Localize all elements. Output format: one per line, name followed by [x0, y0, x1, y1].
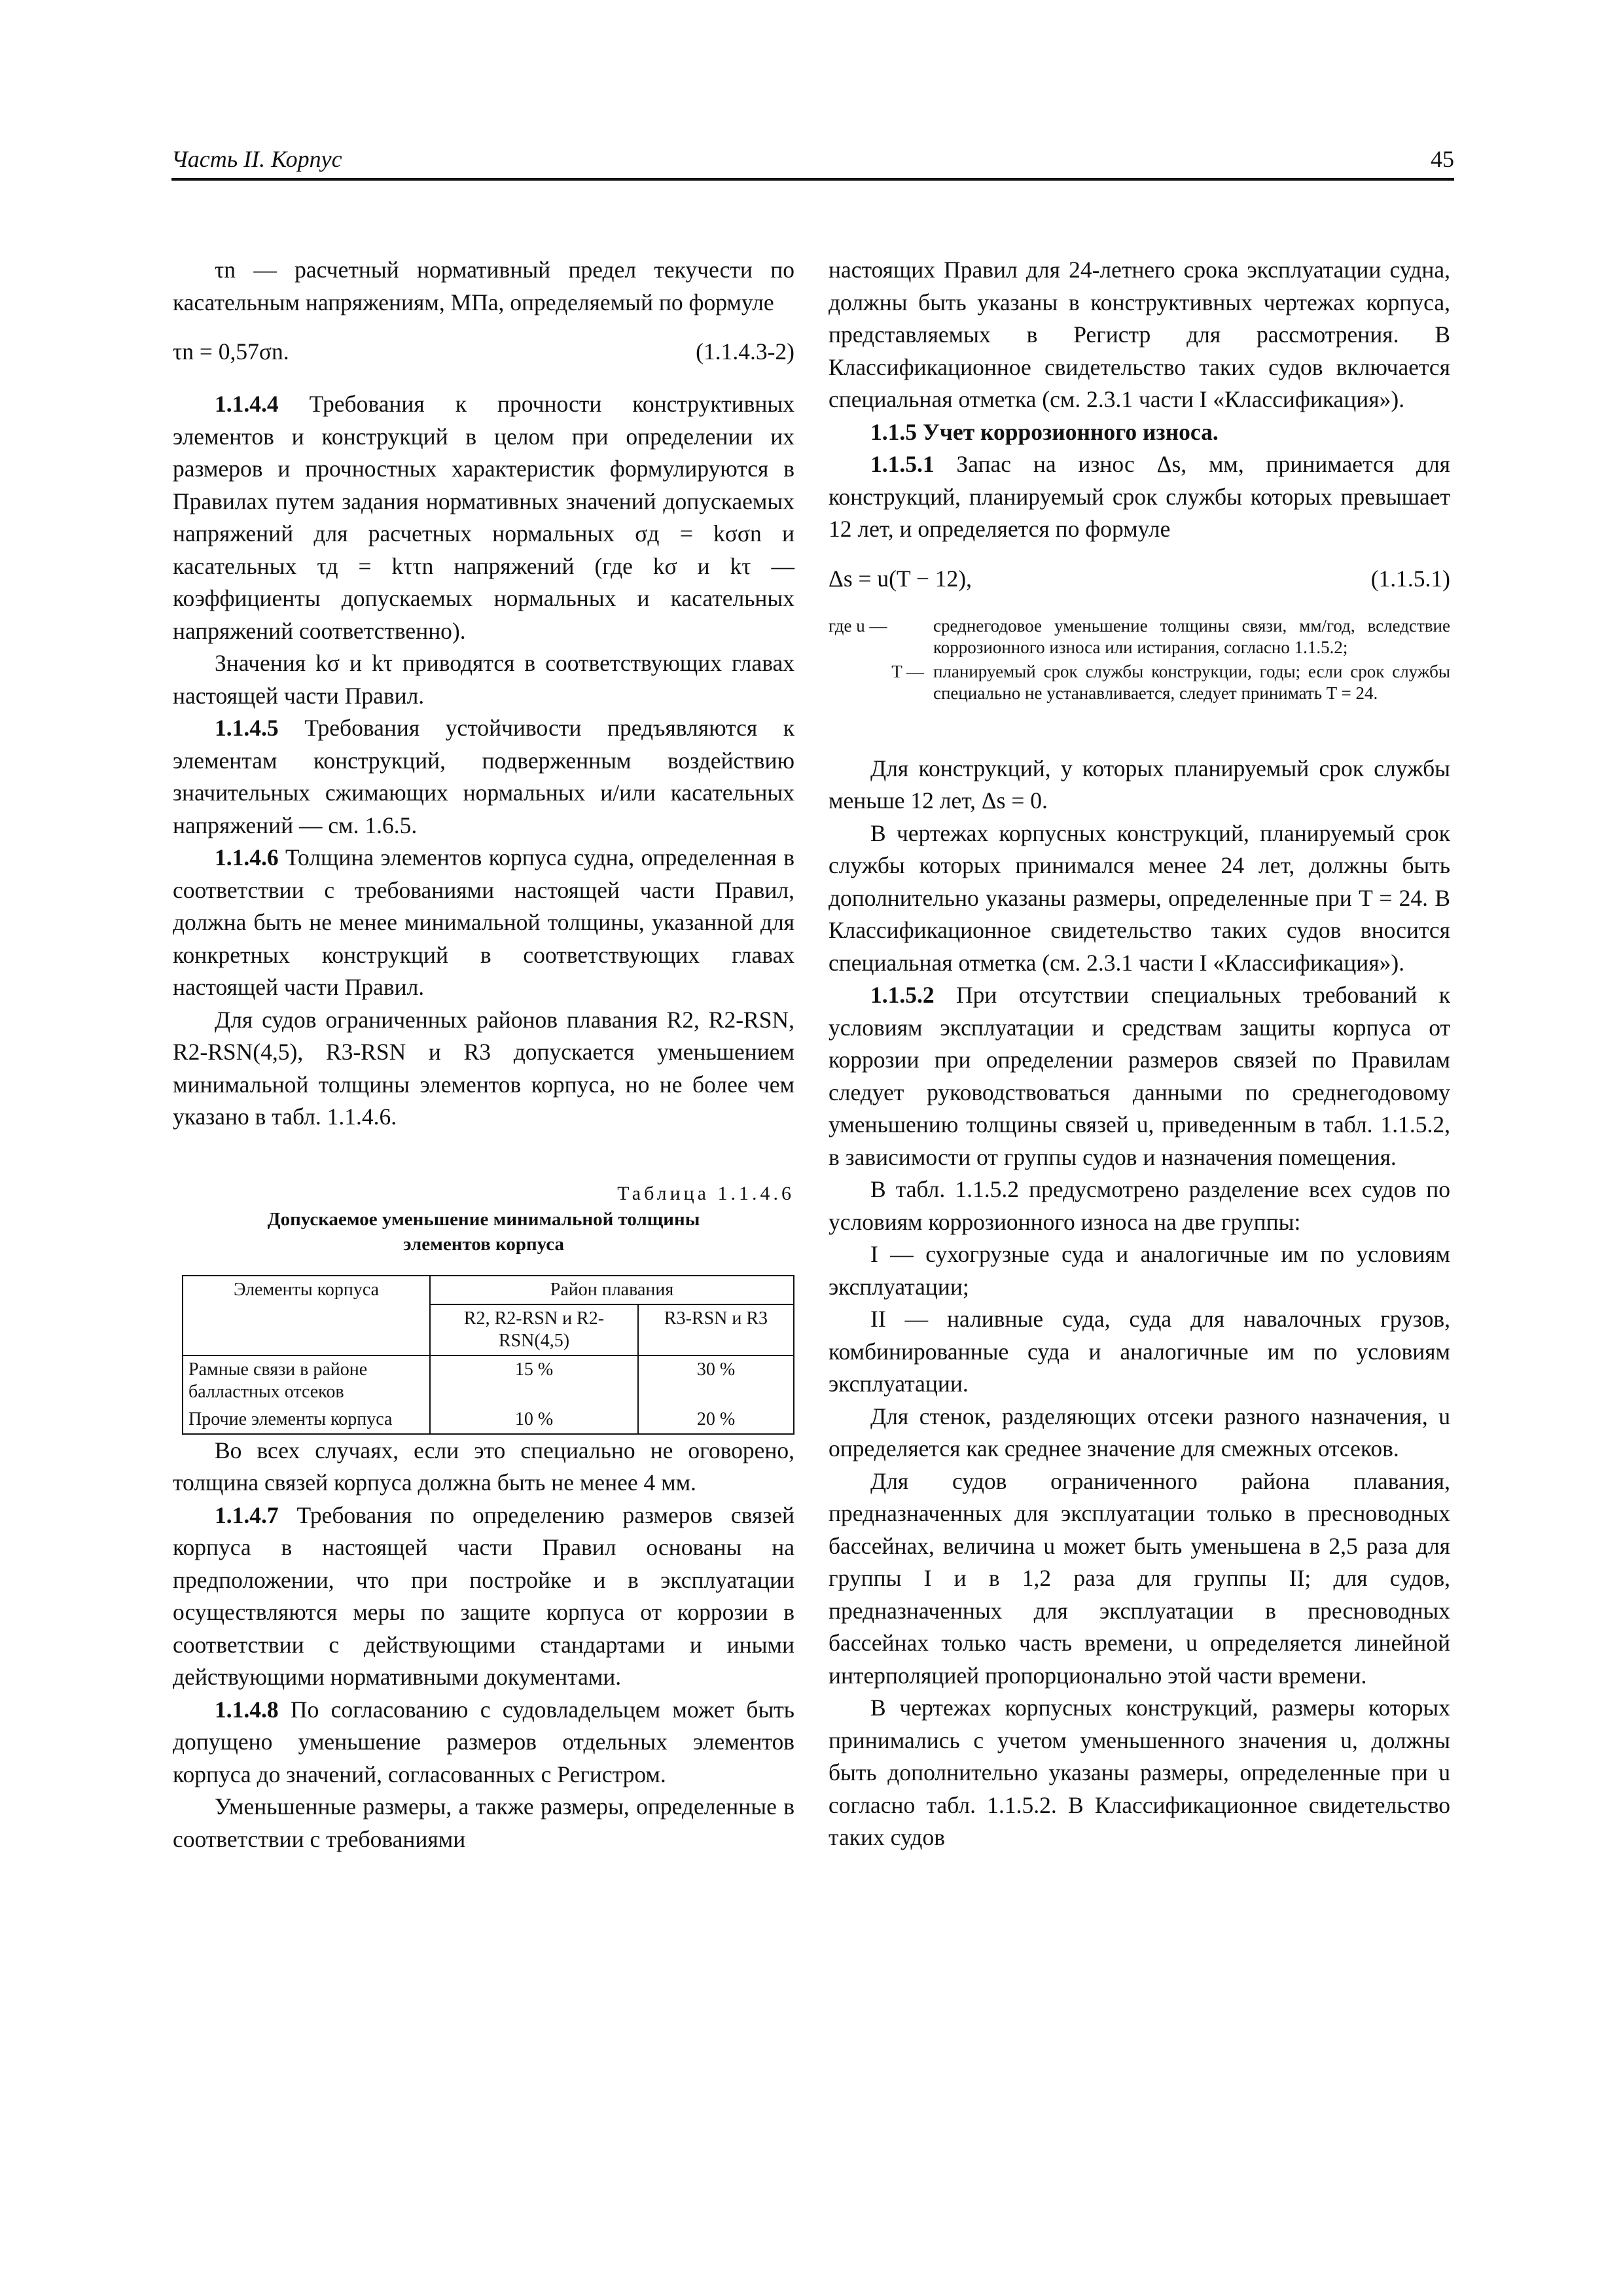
- formula-legend: [829, 615, 1450, 704]
- formula: [829, 563, 1450, 596]
- paragraph: Значения kσ и kτ приводятся в соответствующих главах настоящей части Правил.: [173, 650, 794, 709]
- legend-item: [829, 661, 1450, 704]
- thickness-reduction-table: [182, 1275, 794, 1435]
- row-value: 20 %: [638, 1406, 794, 1434]
- left-column: [173, 254, 794, 1856]
- table-row: [183, 1406, 794, 1434]
- running-head: Часть II. Корпус: [171, 146, 342, 172]
- paragraph: [829, 979, 1450, 1174]
- subheader-r3: R3-RSN и R3: [638, 1304, 794, 1355]
- paragraph: [173, 1499, 794, 1694]
- paragraph-text: Толщина элементов корпуса судна, определенная в соответствии с требованиями настоящей части Правил, должна быть не менее минимальной толщины, указанной для конкретных конструкций в соответствующих главах настоящей части Правил.: [173, 844, 794, 1000]
- paragraph: [173, 712, 794, 842]
- paragraph: Для стенок, разделяющих отсеки разного назначения, u определяется как среднее значение для смежных отсеков.: [829, 1403, 1450, 1462]
- row-value: 10 %: [430, 1406, 638, 1434]
- section-heading: 1.1.5 Учет коррозионного износа.: [870, 418, 1219, 445]
- legend-symbol: T —: [891, 661, 924, 681]
- formula-expression: τn = 0,57σn.: [173, 338, 289, 365]
- row-value: 15 %: [430, 1355, 638, 1406]
- legend-item: [829, 615, 1450, 658]
- paragraph-text: Требования по определению размеров связей корпуса в настоящей части Правил основаны на предположении, что при постройке и в эксплуатации осуществляются меры по защите корпуса от коррозии в соответствии с действующими стандартами и иными действующими нормативными документами.: [173, 1501, 794, 1690]
- formula-expression: Δs = u(T − 12),: [829, 565, 972, 592]
- paragraph-text: Запас на износ Δs, мм, принимается для конструкций, планируемый срок службы которых превышает 12 лет, и определяется по формуле: [829, 451, 1450, 542]
- section-number: 1.1.4.8: [215, 1696, 279, 1723]
- paragraph-text: При отсутствии специальных требований к условиям эксплуатации и средствам защиты корпуса от коррозии при определении размеров связей по Правилам следует руководствоваться данными по среднегодовому уменьшению толщины связей u, приведенным в табл. 1.1.5.2, в зависимости от группы судов и назначения помещения.: [829, 982, 1450, 1170]
- table-title: [173, 1207, 794, 1257]
- section-number: 1.1.4.7: [215, 1501, 279, 1528]
- paragraph: В табл. 1.1.5.2 предусмотрено разделение всех судов по условиям коррозионного износа на две группы:: [829, 1176, 1450, 1235]
- section-number: 1.1.4.6: [215, 844, 279, 870]
- paragraph: настоящих Правил для 24-летнего срока эксплуатации судна, должны быть указаны в конструктивных чертежах корпуса, представляемых в Регистр для рассмотрения. В Классификационное свидетельство таких судов включается специальная отметка (см. 2.3.1 части I «Классификация»).: [829, 257, 1450, 412]
- paragraph-text: Требования к прочности конструктивных элементов и конструкций в целом при определении их размеров и прочностных характеристик формулируются в Правилах путем задания нормативных значений допускаемых напряжений для расчетных нормальных σд = kσσn и касательных τд = kττn напряжений (где kσ и kτ — коэффициенты допускаемых нормальных и касательных напряжений соответственно).: [173, 391, 794, 644]
- paragraph-text: По согласованию с судовладельцем может быть допущено уменьшение размеров отдельных элементов корпуса до значений, согласованных с Регистром.: [173, 1696, 794, 1787]
- paragraph-text: Требования устойчивости предъявляются к элементам конструкций, подверженным воздействию значительных сжимающих нормальных и/или касательных напряжений — см. 1.6.5.: [173, 715, 794, 838]
- formula-number: (1.1.4.3-2): [696, 338, 794, 365]
- legend-text: среднегодовое уменьшение толщины связи, мм/год, вследствие коррозионного износа или истирания, согласно 1.1.5.2;: [933, 615, 1450, 657]
- paragraph: [173, 388, 794, 647]
- paragraph: Для судов ограниченных районов плавания R2, R2-RSN, R2-RSN(4,5), R3-RSN и R3 допускается уменьшением минимальной толщины элементов корпуса, но не более чем указано в табл. 1.1.4.6.: [173, 1006, 794, 1130]
- table-row: [183, 1355, 794, 1406]
- paragraph: Во всех случаях, если это специально не оговорено, толщина связей корпуса должна быть не менее 4 мм.: [173, 1437, 794, 1496]
- paragraph: В чертежах корпусных конструкций, размеры которых принимались с учетом уменьшенного значения u, должны быть дополнительно указаны размеры, определенные при u согласно табл. 1.1.5.2. В Классификационное свидетельство таких судов: [829, 1695, 1450, 1850]
- page-header: [171, 143, 1454, 181]
- header-rule: [171, 178, 1454, 181]
- section-number: 1.1.4.4: [215, 391, 279, 417]
- paragraph: Для судов ограниченного района плавания, предназначенных для эксплуатации только в пресноводных бассейнах, величина u может быть уменьшена в 2,5 раза для группы I и в 1,2 раза для группы II; для судов, предназначенных для эксплуатации в пресноводных бассейнах только часть времени, u определяется линейной интерполяцией пропорционально этой части времени.: [829, 1467, 1450, 1689]
- list-item: I — сухогрузные суда и аналогичные им по условиям эксплуатации;: [829, 1241, 1450, 1300]
- header-area: Район плавания: [430, 1276, 794, 1304]
- table-title-line: элементов корпуса: [402, 1233, 565, 1255]
- paragraph: [829, 448, 1450, 546]
- section-number: 1.1.4.5: [215, 715, 279, 741]
- formula: [173, 336, 794, 368]
- paragraph: [173, 842, 794, 1004]
- row-name: Рамные связи в районе балластных отсеков: [183, 1355, 430, 1406]
- section-number: 1.1.5.1: [870, 451, 935, 477]
- paragraph: Уменьшенные размеры, а также размеры, определенные в соответствии с требованиями: [173, 1793, 794, 1852]
- row-name: Прочие элементы корпуса: [183, 1406, 430, 1434]
- paragraph: [173, 1694, 794, 1791]
- paragraph: τn — расчетный нормативный предел текучести по касательным напряжениям, МПа, определяемый по формуле: [173, 257, 794, 315]
- paragraph: В чертежах корпусных конструкций, планируемый срок службы которых принимался менее 24 лет, должны быть дополнительно указаны размеры, определенные при T = 24. В Классификационное свидетельство таких судов вносится специальная отметка (см. 2.3.1 части I «Классификация»).: [829, 819, 1450, 976]
- paragraph: Для конструкций, у которых планируемый срок службы меньше 12 лет, Δs = 0.: [829, 755, 1450, 814]
- formula-number: (1.1.5.1): [1370, 565, 1450, 592]
- table-title-line: Допускаемое уменьшение минимальной толщины: [267, 1208, 700, 1230]
- subheader-r2: R2, R2-RSN и R2-RSN(4,5): [430, 1304, 638, 1355]
- list-item: II — наливные суда, суда для навалочных грузов, комбинированные суда и аналогичные им по условиям эксплуатации.: [829, 1306, 1450, 1397]
- legend-text: планируемый срок службы конструкции, годы; если срок службы специально не устанавливается, следует принимать T = 24.: [933, 661, 1450, 703]
- page-number: 45: [1431, 146, 1454, 172]
- section-number: 1.1.5.2: [870, 982, 935, 1008]
- row-value: 30 %: [638, 1355, 794, 1406]
- legend-symbol: где u —: [829, 615, 887, 636]
- right-column: [829, 254, 1450, 1854]
- table-caption: Таблица 1.1.4.6: [617, 1182, 794, 1204]
- header-elements: Элементы корпуса: [183, 1276, 430, 1355]
- table-header-row: [183, 1276, 794, 1304]
